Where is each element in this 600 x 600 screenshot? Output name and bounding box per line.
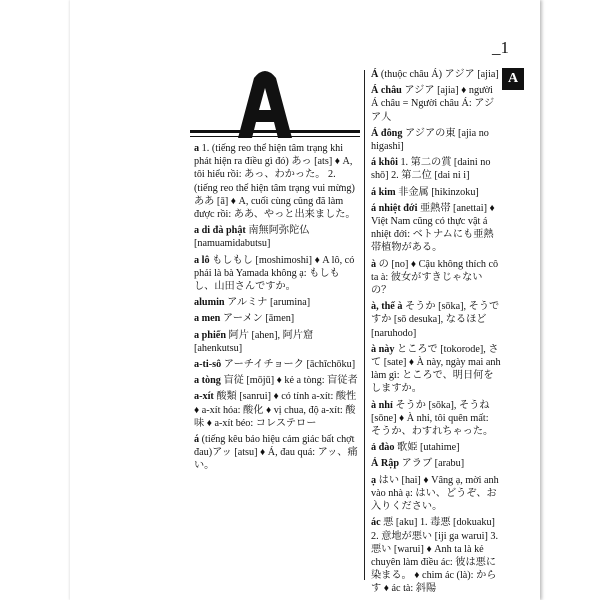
entry-definition: ところで [tokorode], さて [sate] ♦ À này, ngày mai anh làm gì: ところで、明日何をしますか。 xyxy=(371,343,501,395)
entry-headword: a men xyxy=(194,313,221,325)
heading-rule-thick xyxy=(190,130,360,133)
entry-headword: à xyxy=(371,258,377,270)
dictionary-entry xyxy=(371,156,501,182)
dictionary-entry xyxy=(194,296,360,309)
entry-headword: á xyxy=(194,434,200,446)
entry-definition: の [no] ♦ Cậu không thích cô ta à: 彼女がすきじゃないの？ xyxy=(371,258,499,297)
entry-headword: à này xyxy=(371,343,395,355)
entry-definition: はい [hai] ♦ Vâng ạ, mời anh vào nhà ạ: はい、どうぞ、お入りください。 xyxy=(371,474,499,513)
entry-definition: アーメン [āmen] xyxy=(220,313,295,325)
dictionary-entry xyxy=(371,202,501,255)
entry-definition: アラブ [arabu] xyxy=(399,458,465,470)
entry-headword: ạ xyxy=(371,474,377,486)
entry-headword: ác xyxy=(371,517,381,529)
entry-definition: 悪 [aku] 1. 毒悪 [dokuaku] 2. 意地が悪い [iji ga warui] 3. 悪い [warui] ♦ Anh ta là kẻ chuyên làm điều ác: 彼は悪に染まる。 ♦ chim ác (là): からす ♦ ác tà: 斜陽 xyxy=(371,517,499,595)
entry-headword: á khôi xyxy=(371,157,398,169)
entry-definition: 非金属 [hikinzoku] xyxy=(395,186,479,198)
entry-definition: (thuộc châu Á) アジア [ajia] xyxy=(378,69,499,80)
entry-headword: a-ti-sô xyxy=(194,359,222,371)
entry-definition: そうか [sōka], そうですか [sō desuka], なるほど [naruhodo] xyxy=(371,301,500,339)
entry-headword: à, thế à xyxy=(371,301,403,313)
dictionary-entry xyxy=(194,374,360,387)
entry-definition: アジアの東 [ajia no higashi] xyxy=(371,127,489,153)
entry-definition: 阿片 [ahen], 阿片窟 [ahenkutsu] xyxy=(194,329,314,354)
entry-definition: 1. 第二の賞 [daini no shō] 2. 第二位 [dai ni i] xyxy=(371,157,491,182)
entry-definition: (tiếng kêu báo hiệu cảm giác bất chợt đau)アッ [atsu] ♦ Á, đau quá: アッ、痛い。 xyxy=(194,434,358,472)
entry-definition: 盲従 [mōjū] ♦ kẻ a tòng: 盲従者 xyxy=(220,375,358,387)
left-column xyxy=(194,142,360,476)
dictionary-entry xyxy=(194,329,360,355)
dictionary-entry xyxy=(194,254,360,294)
dictionary-entry xyxy=(194,142,360,221)
entry-headword: á nhiệt đới xyxy=(371,202,418,214)
entry-headword: a xyxy=(194,143,200,154)
dictionary-entry xyxy=(371,474,501,514)
dictionary-entry xyxy=(194,390,360,430)
entry-definition: 歌姫 [utahime] xyxy=(394,442,460,454)
entry-headword: ả đào xyxy=(371,442,395,454)
entry-definition: 酸類 [sanrui] ♦ có tính a-xít: 酸性 ♦ a-xít hóa: 酸化 ♦ vị chua, độ a-xít: 酸味 ♦ a-xít béo: コレステロー xyxy=(194,391,357,429)
dictionary-entry xyxy=(194,224,360,250)
entry-definition: アジア [ajia] ♦ người Á châu = Người châu Á: アジア人 xyxy=(371,85,495,123)
entry-headword: a di đà phật xyxy=(194,225,246,237)
dictionary-entry xyxy=(194,312,360,325)
entry-definition: そうか [sōka], そうね [sōne] ♦ À nhỉ, tôi quên mất: そうか、わすれちゃった。 xyxy=(371,399,494,438)
entry-headword: Á châu xyxy=(371,85,402,97)
entry-headword: à nhỉ xyxy=(371,399,393,411)
entry-headword: a tòng xyxy=(194,375,221,387)
entry-headword: Ả Rập xyxy=(371,458,400,470)
entry-definition: アルミナ [arumina] xyxy=(224,297,311,309)
entry-headword: Á xyxy=(371,69,379,80)
dictionary-entry xyxy=(371,300,501,340)
dictionary-entry xyxy=(371,457,501,470)
thumb-index-letter: A xyxy=(502,68,524,90)
column-divider xyxy=(364,70,365,580)
dictionary-entry xyxy=(194,433,360,473)
right-column xyxy=(371,68,501,599)
heading-rule-thin xyxy=(190,136,360,137)
entry-definition: もしもし [moshimoshi] ♦ A lô, có phải là bà Yamada không ạ: もしもし、山田さんですか。 xyxy=(194,254,355,293)
entry-headword: a phiến xyxy=(194,329,226,341)
dictionary-entry xyxy=(371,127,501,153)
entry-headword: Á đông xyxy=(371,127,403,139)
entry-definition: 亜熱帯 [anettai] ♦ Việt Nam cũng có thực vật á nhiệt đới: ベトナムにも亜熱帯植物がある。 xyxy=(371,202,495,254)
entry-headword: alumin xyxy=(194,297,225,309)
entry-definition: アーチイチョーク [āchīchōku] xyxy=(221,359,356,371)
entry-definition: 1. (tiếng reo thể hiện tâm trạng khi phát hiện ra điều gì đó) あっ [ats] ♦ A, tôi hiểu rồi: あっ、わかった。 2. (tiếng reo thể hiện tâm trạng vui mừng) ああ [ā] ♦ A, cuối cùng cũng đã làm được rồi: ああ、やっと出来ました。 xyxy=(194,143,356,221)
dictionary-entry xyxy=(371,399,501,439)
entry-headword: a-xít xyxy=(194,391,214,403)
entry-headword: á kim xyxy=(371,186,396,198)
dictionary-entry xyxy=(371,441,501,454)
dictionary-entry xyxy=(371,258,501,298)
dictionary-entry xyxy=(371,68,501,81)
page-number: _1 xyxy=(492,38,509,57)
dictionary-entry xyxy=(371,343,501,396)
entry-definition: 南無阿弥陀仏 [namuamidabutsu] xyxy=(194,225,310,250)
dictionary-entry xyxy=(371,516,501,595)
dictionary-page xyxy=(70,0,540,600)
dictionary-entry xyxy=(371,84,501,124)
dictionary-entry xyxy=(371,186,501,199)
entry-headword: a lô xyxy=(194,254,210,266)
dictionary-entry xyxy=(194,358,360,371)
